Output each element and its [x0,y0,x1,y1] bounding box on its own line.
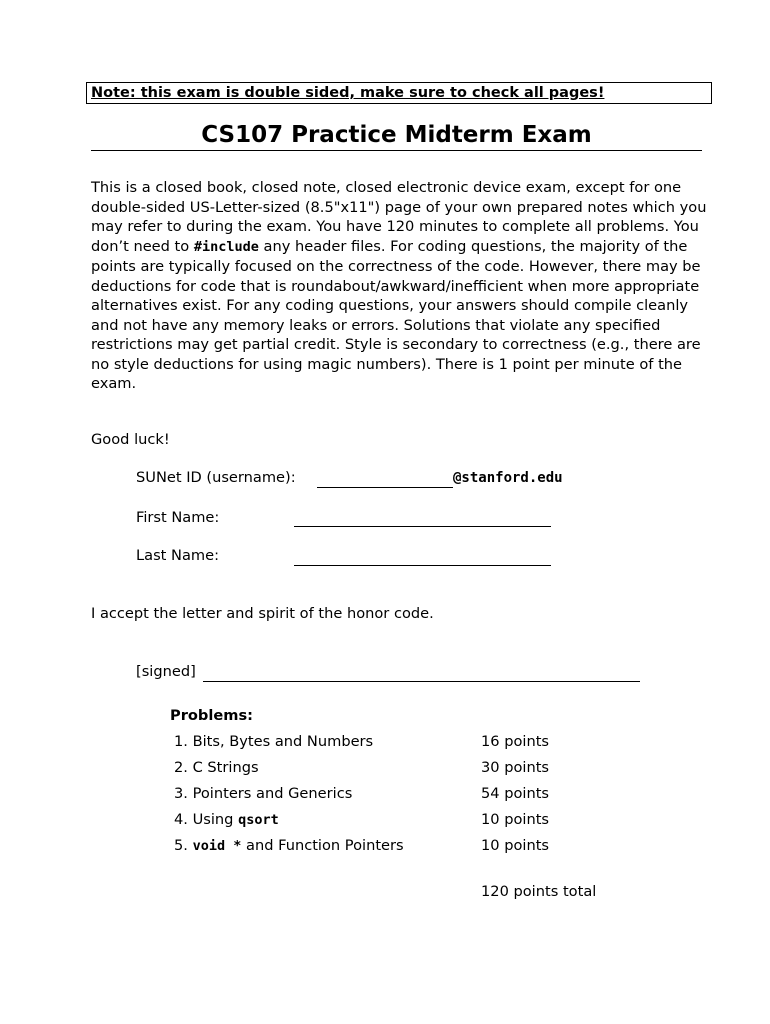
problem-name [174,732,373,752]
include-code: #include [193,238,259,255]
problem-code: qsort [238,812,279,828]
last-name-label: Last Name: [136,547,220,564]
title-rule [91,150,702,151]
sunet-id-field[interactable] [317,487,453,488]
problem-name [174,810,279,830]
instructions-text-1: This is a closed book, closed note, closed electronic device exam, except for one double-sided US-Letter-sized (8.5"x11") page of your own prepared notes which you may refer to during the exam. You have 120 minutes to complete all problems. You don’t need to [91,179,707,255]
honor-code-statement: I accept the letter and spirit of the honor code. [91,605,434,622]
problem-number: 2. [174,759,188,776]
problem-row [174,758,594,778]
problem-number: 3. [174,785,188,802]
note-text: Note: this exam is double sided, make sure to check all pages! [91,85,605,101]
problem-name [174,836,404,856]
problem-name [174,758,259,778]
instructions-paragraph [91,178,711,394]
good-luck-text: Good luck! [91,431,170,448]
problem-points: 10 points [481,811,550,828]
problem-title: Bits, Bytes and Numbers [192,733,374,750]
problem-row [174,810,594,830]
problem-number: 1. [174,733,188,750]
first-name-field[interactable] [294,526,551,527]
problem-points: 10 points [481,837,550,854]
signature-field[interactable] [203,681,640,682]
problem-number: 5. [174,837,188,854]
last-name-field[interactable] [294,565,551,566]
problems-heading: Problems: [170,707,253,724]
problem-title-suffix: and Function Pointers [241,837,404,854]
problem-number: 4. [174,811,188,828]
problem-title: Pointers and Generics [192,785,353,802]
problem-name [174,784,352,804]
signed-label: [signed] [136,663,196,680]
problem-title: C Strings [192,759,259,776]
stanford-domain-suffix: @stanford.edu [453,470,563,486]
sunet-id-label: SUNet ID (username): [136,469,296,486]
problem-title: Using [192,811,239,828]
exam-title: CS107 Practice Midterm Exam [201,122,592,148]
problem-row [174,732,594,752]
points-total: 120 points total [481,883,597,900]
double-sided-note [86,82,712,104]
instructions-text-2: any header files. For coding questions, the majority of the points are typically focused on the correctness of the code. However, there may be deductions for code that is roundabout/awkward/inefficient when more appropriate alternatives exist. For any coding questions, your answers should compile cleanly and not have any memory leaks or errors. Solutions that violate any specified restrictions may get partial credit. Style is secondary to correctness (e.g., there are no style deductions for using magic numbers). There is 1 point per minute of the exam. [91,237,701,392]
problem-code: void * [192,838,242,854]
problem-points: 54 points [481,785,550,802]
problem-row [174,836,594,856]
problem-points: 16 points [481,733,550,750]
first-name-label: First Name: [136,509,220,526]
problem-row [174,784,594,804]
problem-points: 30 points [481,759,550,776]
